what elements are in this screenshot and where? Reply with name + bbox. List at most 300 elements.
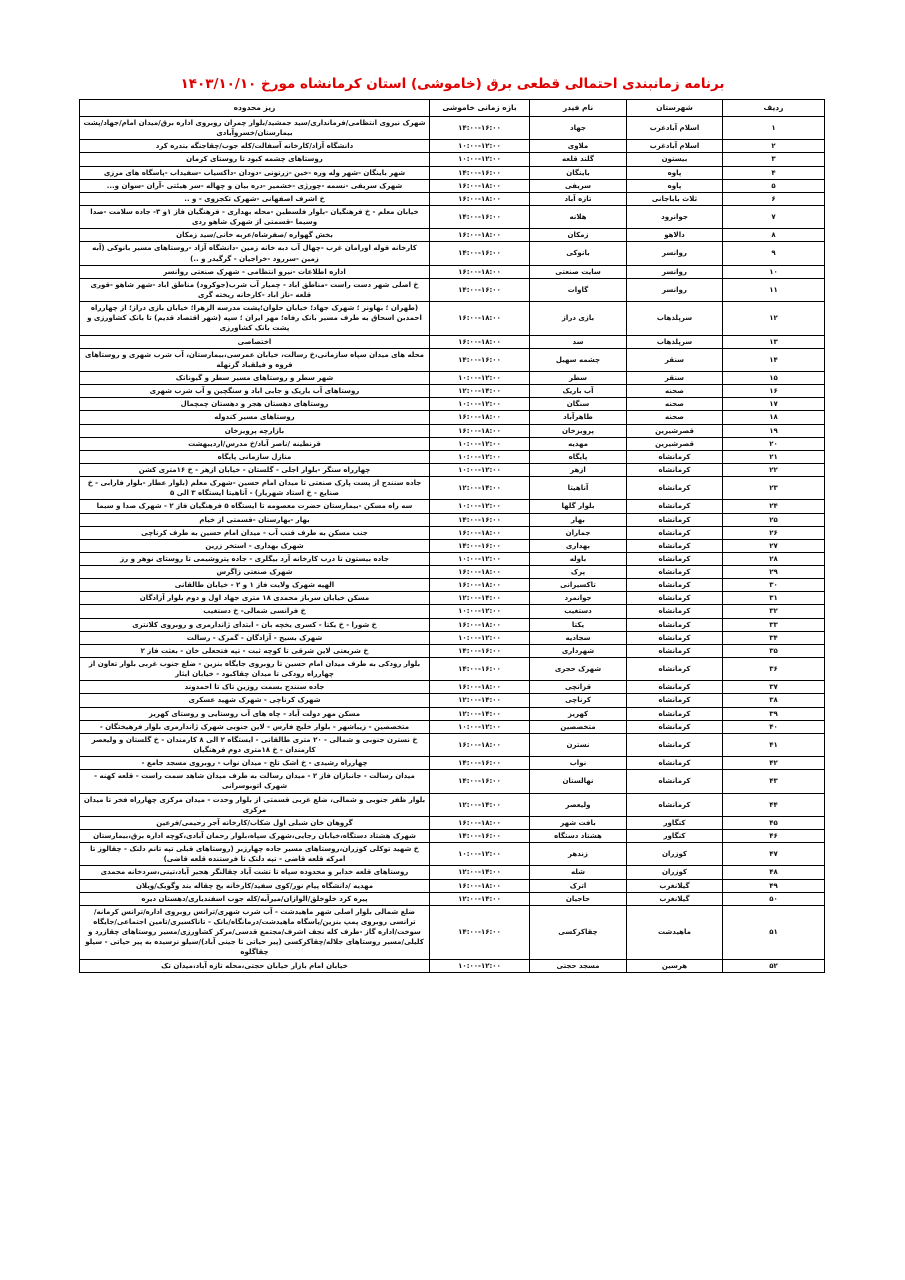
header-row-number: ردیف [723, 100, 825, 117]
table-row [80, 335, 825, 348]
feeder-cell: آناهیتا [530, 477, 627, 500]
area-cell: خ نسترن جنوبی و شمالی - ۲۰ متری طالقانی - ایستگاه ۲ الی ۸ کارمندان - خ گلستان و ولیعصر کارمندان - خ ۱۸متری دوم فرهنگیان [80, 733, 430, 756]
area-cell: مسکن مهر دولت آباد - چاه های آب روستایی و روستای کهریز [80, 707, 430, 720]
feeder-cell: نواب [530, 757, 627, 770]
time-range-cell: ۱۶:۰۰-۱۸:۰۰ [430, 816, 530, 829]
area-cell: پیره کرد خلوخلق/الوازان/میرآبه/کله جوب اسفندیاری/دهستان دیره [80, 892, 430, 905]
table-row [80, 513, 825, 526]
county-cell: کرمانشاه [627, 757, 723, 770]
table-row [80, 450, 825, 463]
page-title: برنامه زمانبندی احتمالی قطعی برق (خاموشی) استان کرمانشاه مورخ ۱۴۰۳/۱۰/۱۰ [180, 76, 725, 92]
table-row [80, 816, 825, 829]
county-cell: کرمانشاه [627, 592, 723, 605]
row-number-cell: ۴۳ [723, 770, 825, 793]
row-number-cell: ۱۰ [723, 265, 825, 278]
time-range-cell: ۱۰:۰۰-۱۲:۰۰ [430, 552, 530, 565]
county-cell: کرمانشاه [627, 463, 723, 476]
feeder-cell: بانوکی [530, 242, 627, 265]
time-range-cell: ۱۶:۰۰-۱۸:۰۰ [430, 179, 530, 192]
header-row [80, 100, 825, 117]
row-number-cell: ۳۲ [723, 605, 825, 618]
area-cell: شهرک نیروی انتظامی/فرمانداری/سید جمشید/بلوار چمران روبروی اداره برق/میدان امام/جهاد/پشت بیمارستان/خسروآبادی [80, 117, 430, 140]
table-row [80, 398, 825, 411]
feeder-cell: هشتاد دستگاه [530, 830, 627, 843]
area-cell: محله های میدان سپاه سازمانی،خ رسالت، خیابان عمرسی،بیمارستان، آب شرب شهری و روستاهای قروه و فیلقباد گزنهله [80, 348, 430, 371]
feeder-cell: پرک [530, 566, 627, 579]
table-row [80, 720, 825, 733]
feeder-cell: جوانمرد [530, 592, 627, 605]
area-cell: روستاهای چشمه کبود تا روستای کرمان [80, 153, 430, 166]
county-cell: صحنه [627, 398, 723, 411]
feeder-cell: بازی دراز [530, 302, 627, 335]
feeder-cell: بهار [530, 513, 627, 526]
time-range-cell: ۱۲:۰۰-۱۴:۰۰ [430, 477, 530, 500]
feeder-cell: بهداری [530, 539, 627, 552]
area-cell: شهرک کرناچی - شهرک شهید عسکری [80, 694, 430, 707]
table-row [80, 959, 825, 972]
time-range-cell: ۱۲:۰۰-۱۴:۰۰ [430, 385, 530, 398]
county-cell: کرمانشاه [627, 500, 723, 513]
feeder-cell: طاهرآباد [530, 411, 627, 424]
area-cell: چهارراه رشیدی - خ اشک تلخ - میدان نواب - روبروی مسجد جامع - [80, 757, 430, 770]
county-cell: پاوه [627, 179, 723, 192]
county-cell: کرمانشاه [627, 658, 723, 681]
table-row [80, 302, 825, 335]
area-cell: جاده سنندج بسمت روزین تاک تا احمدوند [80, 681, 430, 694]
county-cell: ماهیدشت [627, 905, 723, 959]
county-cell: کوزران [627, 843, 723, 866]
table-row [80, 526, 825, 539]
row-number-cell: ۲۹ [723, 566, 825, 579]
feeder-cell: ازهر [530, 463, 627, 476]
table-row [80, 592, 825, 605]
feeder-cell: باوله [530, 552, 627, 565]
feeder-cell: بلوار گلها [530, 500, 627, 513]
time-range-cell: ۱۰:۰۰-۱۲:۰۰ [430, 631, 530, 644]
table-row [80, 371, 825, 384]
area-cell: خ شورا - خ یکتا - کسری یخچه بان - ابتدای ژاندارمری و روبروی کلانتری [80, 618, 430, 631]
row-number-cell: ۳۰ [723, 579, 825, 592]
county-cell: کرمانشاه [627, 579, 723, 592]
area-cell: جاده بیستون تا درب کارخانه آرد بیگلری - جاده پتروشیمی تا روستای نوهر و رز [80, 552, 430, 565]
row-number-cell: ۳ [723, 153, 825, 166]
county-cell: سنقر [627, 371, 723, 384]
time-range-cell: ۱۰:۰۰-۱۲:۰۰ [430, 720, 530, 733]
row-number-cell: ۷ [723, 205, 825, 228]
row-number-cell: ۸ [723, 229, 825, 242]
table-row [80, 566, 825, 579]
time-range-cell: ۱۰:۰۰-۱۲:۰۰ [430, 371, 530, 384]
time-range-cell: ۱۲:۰۰-۱۴:۰۰ [430, 793, 530, 816]
county-cell: کرمانشاه [627, 618, 723, 631]
table-row [80, 229, 825, 242]
time-range-cell: ۱۴:۰۰-۱۶:۰۰ [430, 513, 530, 526]
county-cell: کرمانشاه [627, 694, 723, 707]
table-row [80, 166, 825, 179]
county-cell: کرمانشاه [627, 770, 723, 793]
county-cell: گیلانغرب [627, 892, 723, 905]
feeder-cell: مسجد حجتی [530, 959, 627, 972]
county-cell: کرمانشاه [627, 793, 723, 816]
row-number-cell: ۶ [723, 192, 825, 205]
feeder-cell: پرویزخان [530, 424, 627, 437]
county-cell: کرمانشاه [627, 733, 723, 756]
time-range-cell: ۱۰:۰۰-۱۲:۰۰ [430, 140, 530, 153]
table-row [80, 140, 825, 153]
row-number-cell: ۴۱ [723, 733, 825, 756]
area-cell: کارخانه قوله اورامان غرب -چهال آب دبه خانه زمین -دانشگاه آزاد -روستاهای مسیر بانوکی (آبه زمین -سررود -خراجیان - گرگیدر و ..) [80, 242, 430, 265]
time-range-cell: ۱۲:۰۰-۱۴:۰۰ [430, 592, 530, 605]
area-cell: خ فرانسی شمالی- خ دستغیب [80, 605, 430, 618]
county-cell: جوانرود [627, 205, 723, 228]
feeder-cell: دستغیب [530, 605, 627, 618]
county-cell: کرمانشاه [627, 539, 723, 552]
time-range-cell: ۱۴:۰۰-۱۶:۰۰ [430, 770, 530, 793]
table-row [80, 605, 825, 618]
time-range-cell: ۱۶:۰۰-۱۸:۰۰ [430, 424, 530, 437]
area-cell: اداره اطلاعات -نیرو انتظامی - شهرک صنعتی روانسر [80, 265, 430, 278]
feeder-cell: کرناچی [530, 694, 627, 707]
table-row [80, 905, 825, 959]
row-number-cell: ۵۲ [723, 959, 825, 972]
area-cell: قرنطینه /ناصر آباد/خ مدرس/اردیبهشت [80, 437, 430, 450]
time-range-cell: ۱۴:۰۰-۱۶:۰۰ [430, 830, 530, 843]
county-cell: صحنه [627, 411, 723, 424]
area-cell: روستاهای مسیر کندوله [80, 411, 430, 424]
time-range-cell: ۱۲:۰۰-۱۴:۰۰ [430, 694, 530, 707]
area-cell: الهیه شهرک ولایت فاز ۱ و ۲ - خیابان طالقانی [80, 579, 430, 592]
feeder-cell: شهرک حجری [530, 658, 627, 681]
area-cell: خ شریعتی لاین شرقی تا کوچه ثبت - تپه فتحعلی خان - بعثت فاز ۲ [80, 644, 430, 657]
time-range-cell: ۱۰:۰۰-۱۲:۰۰ [430, 605, 530, 618]
table-row [80, 757, 825, 770]
table-row [80, 892, 825, 905]
feeder-cell: گلند قلعه [530, 153, 627, 166]
area-cell: میدان رسالت - جانبازان فاز ۲ - میدان رسالت به طرف میدان شاهد سمت راست - قلعه کهنه - شهرک اتوبوسرانی [80, 770, 430, 793]
area-cell: شهرک هشتاد دستگاه،خیابان رجایی،شهرک سپاه،بلوار رحمان آبادی،کوچه اداره برق،بیمارستان [80, 830, 430, 843]
area-cell: روستاهای دهستان هجر و دهستان چمچمال [80, 398, 430, 411]
feeder-cell: زندهر [530, 843, 627, 866]
area-cell: شهرک صنعتی زاگرس [80, 566, 430, 579]
county-cell: ثلاث باباجانی [627, 192, 723, 205]
area-cell: خ شهید توکلی کوزران،روستاهای مسیر جاده چهارزبر (روستاهای قبلی تپه تانم دلنک - چقالوز تا امرکه قلعه قاضی - تپه دلنک تا فرستنده قلعه قاضی) [80, 843, 430, 866]
feeder-cell: متخصصین [530, 720, 627, 733]
table-row [80, 681, 825, 694]
table-row [80, 153, 825, 166]
table-row [80, 278, 825, 301]
feeder-cell: سایت صنعتی [530, 265, 627, 278]
row-number-cell: ۴۶ [723, 830, 825, 843]
table-row [80, 793, 825, 816]
county-cell: پاوه [627, 166, 723, 179]
table-body [80, 117, 825, 973]
time-range-cell: ۱۲:۰۰-۱۴:۰۰ [430, 707, 530, 720]
county-cell: کرمانشاه [627, 566, 723, 579]
row-number-cell: ۲۳ [723, 477, 825, 500]
feeder-cell: شله [530, 866, 627, 879]
table-row [80, 707, 825, 720]
area-cell: منازل سازمانی پایگاه [80, 450, 430, 463]
outage-schedule-table [79, 99, 825, 973]
county-cell: کرمانشاه [627, 477, 723, 500]
table-row [80, 579, 825, 592]
county-cell: کرمانشاه [627, 681, 723, 694]
table-row [80, 866, 825, 879]
table-row [80, 830, 825, 843]
county-cell: کرمانشاه [627, 526, 723, 539]
feeder-cell: تازه آباد [530, 192, 627, 205]
area-cell: روستاهای قلعه خدابر و محدوده سپاه تا تشت آباد چقالنگر هجیر آباد،تینی،سردخانه محمدی [80, 866, 430, 879]
row-number-cell: ۲ [723, 140, 825, 153]
time-range-cell: ۱۰:۰۰-۱۲:۰۰ [430, 500, 530, 513]
time-range-cell: ۱۶:۰۰-۱۸:۰۰ [430, 411, 530, 424]
row-number-cell: ۲۱ [723, 450, 825, 463]
area-cell: خیابان امام بازار خیابان حجتی،محله تازه آباد،میدان تک [80, 959, 430, 972]
feeder-cell: تاکسیرانی [530, 579, 627, 592]
feeder-cell: شهرداری [530, 644, 627, 657]
table-row [80, 385, 825, 398]
feeder-cell: باینگان [530, 166, 627, 179]
header-feeder: نام فیدر [530, 100, 627, 117]
feeder-cell: آب باریک [530, 385, 627, 398]
time-range-cell: ۱۴:۰۰-۱۶:۰۰ [430, 539, 530, 552]
feeder-cell: زمکان [530, 229, 627, 242]
row-number-cell: ۴۴ [723, 793, 825, 816]
feeder-cell: قزانچی [530, 681, 627, 694]
row-number-cell: ۲۶ [723, 526, 825, 539]
row-number-cell: ۱۹ [723, 424, 825, 437]
table-row [80, 618, 825, 631]
table-row [80, 539, 825, 552]
time-range-cell: ۱۶:۰۰-۱۸:۰۰ [430, 681, 530, 694]
area-cell: شهر باینگان -شهر وله وره -خین -زرتونی -دودان -داکسیاب -سفیداب -پاسگاه های مرزی [80, 166, 430, 179]
area-cell: خ اصلی شهر دست راست -مناطق اباد - چمیار آب شرب(جوکرود) مناطق اباد -شهر شاهو -قوری قلعه -ناز اباد -کارخانه ریخته گری [80, 278, 430, 301]
feeder-cell: هلانه [530, 205, 627, 228]
area-cell: بلوار رودکی به طرف میدان امام حسین تا روبروی جایگاه بنزین - ضلع جنوب غربی بلوار تعاون از چهارراه رودکی تا میدان چقاکبود - خیابان ایثار [80, 658, 430, 681]
county-cell: قصرشیرین [627, 437, 723, 450]
county-cell: قصرشیرین [627, 424, 723, 437]
row-number-cell: ۳۴ [723, 631, 825, 644]
area-cell: مسکن خیابان سرباز محمدی ۱۸ متری جهاد اول و دوم بلوار آزادگان [80, 592, 430, 605]
county-cell: کوزران [627, 866, 723, 879]
county-cell: روانسر [627, 242, 723, 265]
area-cell: شهرک سریفی -نسمه -چورژی -خشمیر -دره بیان و چهاله -سر هیئتی -آران -سوان و... [80, 179, 430, 192]
county-cell: سرپلذهاب [627, 335, 723, 348]
area-cell: شهرک بسیج - آزادگان - گمرک - رسالت [80, 631, 430, 644]
area-cell: جاده سنندج از پست پارک صنعتی تا میدان امام حسین -شهرک معلم (بلوار عطار -بلوار فارابی - خ صنایع - خ استاد شهریار) - آناهیتا ایستگاه ۳ الی ۵ [80, 477, 430, 500]
area-cell: (طهران ؛ بهاونر ؛ شهرک جهاد؛ خیابان حلوان؛پشت مدرسه الزهرا؛ خیابان بازی دراز؛ از چهارراه احمدبن اسحاق به طرف مسیر بانک رفاه؛ مهر ایران ؛ سپه (شهر اقتصاد قدیم) تا بانک کشاورزی و پشت بانک کشاورزی [80, 302, 430, 335]
feeder-cell: سد [530, 335, 627, 348]
table-row [80, 477, 825, 500]
table-row [80, 843, 825, 866]
table-row [80, 265, 825, 278]
time-range-cell: ۱۶:۰۰-۱۸:۰۰ [430, 879, 530, 892]
county-cell: کرمانشاه [627, 513, 723, 526]
feeder-cell: چشمه سهیل [530, 348, 627, 371]
feeder-cell: سریفی [530, 179, 627, 192]
table-row [80, 424, 825, 437]
county-cell: کنگاور [627, 816, 723, 829]
row-number-cell: ۲۰ [723, 437, 825, 450]
area-cell: ضلع شمالی بلوار اصلی شهر ماهیدشت - آب شرب شهری/ترانس روبروی اداره/ترانس کرمانه/ترانسی روبروی پمپ بنزین/پاسگاه ماهیدشت/درمانگاه/بانک - تاناکسیری/تامین اجتماعی/جایگاه سوخت/اداره گاز -طرف کله نجف اشرف/مجتمع قدسی/مرکز کشاورزی/مسیر روستاهای چقازرد و کلیلی/مسیر روستاهای جلاله/چقاکرکسی (پیر حیاتی تا جینی آباد)/سیلو نرسیده به پیر حیاتی - سیلو چقاگلوه [80, 905, 430, 959]
county-cell: هرسین [627, 959, 723, 972]
time-range-cell: ۱۴:۰۰-۱۶:۰۰ [430, 278, 530, 301]
time-range-cell: ۱۴:۰۰-۱۶:۰۰ [430, 205, 530, 228]
row-number-cell: ۵۰ [723, 892, 825, 905]
table-row [80, 733, 825, 756]
feeder-cell: ولیعصر [530, 793, 627, 816]
area-cell: گروهان خان شبلی اول شکاب/کارخانه آجر رحیمی/فرعین [80, 816, 430, 829]
time-range-cell: ۱۴:۰۰-۱۶:۰۰ [430, 658, 530, 681]
county-cell: صحنه [627, 385, 723, 398]
time-range-cell: ۱۰:۰۰-۱۲:۰۰ [430, 398, 530, 411]
row-number-cell: ۵ [723, 179, 825, 192]
feeder-cell: پایگاه [530, 450, 627, 463]
row-number-cell: ۴۰ [723, 720, 825, 733]
area-cell: مهدیه /دانشگاه پیام نور/کوی سفید/کارخانه یخ چقاله بند وگویک/ویلان [80, 879, 430, 892]
time-range-cell: ۱۶:۰۰-۱۸:۰۰ [430, 335, 530, 348]
county-cell: بیستون [627, 153, 723, 166]
feeder-cell: اترک [530, 879, 627, 892]
row-number-cell: ۱۴ [723, 348, 825, 371]
table-row [80, 500, 825, 513]
feeder-cell: کهریز [530, 707, 627, 720]
table-row [80, 411, 825, 424]
time-range-cell: ۱۴:۰۰-۱۶:۰۰ [430, 348, 530, 371]
feeder-cell: بافت شهر [530, 816, 627, 829]
time-range-cell: ۱۴:۰۰-۱۶:۰۰ [430, 242, 530, 265]
row-number-cell: ۴۸ [723, 866, 825, 879]
time-range-cell: ۱۴:۰۰-۱۶:۰۰ [430, 644, 530, 657]
row-number-cell: ۴ [723, 166, 825, 179]
time-range-cell: ۱۶:۰۰-۱۸:۰۰ [430, 229, 530, 242]
county-cell: دالاهو [627, 229, 723, 242]
table-row [80, 437, 825, 450]
time-range-cell: ۱۶:۰۰-۱۸:۰۰ [430, 733, 530, 756]
time-range-cell: ۱۶:۰۰-۱۸:۰۰ [430, 265, 530, 278]
row-number-cell: ۴۲ [723, 757, 825, 770]
row-number-cell: ۳۷ [723, 681, 825, 694]
row-number-cell: ۴۷ [723, 843, 825, 866]
table-row [80, 631, 825, 644]
row-number-cell: ۴۹ [723, 879, 825, 892]
table-row [80, 179, 825, 192]
row-number-cell: ۱ [723, 117, 825, 140]
table-row [80, 242, 825, 265]
county-cell: کرمانشاه [627, 707, 723, 720]
row-number-cell: ۱۸ [723, 411, 825, 424]
row-number-cell: ۳۵ [723, 644, 825, 657]
time-range-cell: ۱۶:۰۰-۱۸:۰۰ [430, 566, 530, 579]
row-number-cell: ۳۶ [723, 658, 825, 681]
time-range-cell: ۱۶:۰۰-۱۸:۰۰ [430, 618, 530, 631]
time-range-cell: ۱۴:۰۰-۱۶:۰۰ [430, 166, 530, 179]
feeder-cell: مهدیه [530, 437, 627, 450]
county-cell: کرمانشاه [627, 631, 723, 644]
area-cell: بازارچه پرویزخان [80, 424, 430, 437]
county-cell: کنگاور [627, 830, 723, 843]
row-number-cell: ۵۱ [723, 905, 825, 959]
table-row [80, 117, 825, 140]
table-row [80, 205, 825, 228]
area-cell: شهر سطر و روستاهای مسیر سطر و گیوناتک [80, 371, 430, 384]
county-cell: گیلانغرب [627, 879, 723, 892]
county-cell: کرمانشاه [627, 605, 723, 618]
table-row [80, 644, 825, 657]
row-number-cell: ۲۷ [723, 539, 825, 552]
row-number-cell: ۴۵ [723, 816, 825, 829]
county-cell: کرمانشاه [627, 552, 723, 565]
feeder-cell: یکتا [530, 618, 627, 631]
feeder-cell: سنگان [530, 398, 627, 411]
area-cell: بلوار ظفر جنوبی و شمالی، ضلع غربی قسمتی از بلوار وحدت - میدان مرکزی چهارراه فخر تا میدان مرکزی [80, 793, 430, 816]
county-cell: کرمانشاه [627, 644, 723, 657]
row-number-cell: ۳۱ [723, 592, 825, 605]
county-cell: روانسر [627, 278, 723, 301]
area-cell: خ اشرف اصفهانی -شهرک تکجزوی - و .. [80, 192, 430, 205]
county-cell: سرپلذهاب [627, 302, 723, 335]
table-row [80, 348, 825, 371]
feeder-cell: گاوات [530, 278, 627, 301]
area-cell: دانشگاه آزاد/کارخانه آسفالت/کله جوب/چقاجنگه بندره کرد [80, 140, 430, 153]
row-number-cell: ۱۶ [723, 385, 825, 398]
row-number-cell: ۳۳ [723, 618, 825, 631]
area-cell: چهارراه سنگر -بلوار اجلی - گلستان - خیابان ازهر - خ ۱۶متری کشن [80, 463, 430, 476]
row-number-cell: ۱۷ [723, 398, 825, 411]
time-range-cell: ۱۶:۰۰-۱۸:۰۰ [430, 526, 530, 539]
row-number-cell: ۲۸ [723, 552, 825, 565]
time-range-cell: ۱۶:۰۰-۱۸:۰۰ [430, 192, 530, 205]
feeder-cell: نسترن [530, 733, 627, 756]
time-range-cell: ۱۰:۰۰-۱۲:۰۰ [430, 463, 530, 476]
feeder-cell: سجادیه [530, 631, 627, 644]
row-number-cell: ۲۴ [723, 500, 825, 513]
time-range-cell: ۱۰:۰۰-۱۲:۰۰ [430, 153, 530, 166]
area-cell: متخصصین - زیباشهر - بلوار خلیج فارس - لاین جنوبی شهرک ژاندارمری بلوار فرهیختگان - [80, 720, 430, 733]
time-range-cell: ۱۰:۰۰-۱۲:۰۰ [430, 450, 530, 463]
row-number-cell: ۳۹ [723, 707, 825, 720]
county-cell: روانسر [627, 265, 723, 278]
area-cell: شهرک بهداری - استخر زرین [80, 539, 430, 552]
row-number-cell: ۲۵ [723, 513, 825, 526]
table-row [80, 463, 825, 476]
area-cell: جنب مسکن به طرف قنب آب - میدان امام حسین به طرف کرناچی [80, 526, 430, 539]
row-number-cell: ۱۱ [723, 278, 825, 301]
county-cell: کرمانشاه [627, 720, 723, 733]
time-range-cell: ۱۰:۰۰-۱۲:۰۰ [430, 959, 530, 972]
time-range-cell: ۱۰:۰۰-۱۲:۰۰ [430, 843, 530, 866]
table-row [80, 658, 825, 681]
time-range-cell: ۱۶:۰۰-۱۸:۰۰ [430, 579, 530, 592]
table-row [80, 192, 825, 205]
row-number-cell: ۱۲ [723, 302, 825, 335]
time-range-cell: ۱۲:۰۰-۱۴:۰۰ [430, 866, 530, 879]
county-cell: سنقر [627, 348, 723, 371]
time-range-cell: ۱۰:۰۰-۱۲:۰۰ [430, 437, 530, 450]
header-area: ریز محدوده [80, 100, 430, 117]
time-range-cell: ۱۴:۰۰-۱۶:۰۰ [430, 757, 530, 770]
feeder-cell: سطر [530, 371, 627, 384]
feeder-cell: چقاکرکسی [530, 905, 627, 959]
area-cell: خیابان معلم - خ فرهنگیان -بلوار فلسطین -محله بهداری - فرهنگیان فاز ۱و ۳- جاده سلامت -صدا وسیما -قسمتی از شهرک شاهو ردی [80, 205, 430, 228]
county-cell: اسلام آبادغرب [627, 140, 723, 153]
time-range-cell: ۱۲:۰۰-۱۴:۰۰ [430, 892, 530, 905]
county-cell: کرمانشاه [627, 450, 723, 463]
row-number-cell: ۳۸ [723, 694, 825, 707]
feeder-cell: جماران [530, 526, 627, 539]
area-cell: سه راه مسکن -بیمارستان حضرت معصومه تا ایستگاه ۵ فرهنگیان فاز ۲ - شهرک صدا و سیما [80, 500, 430, 513]
table-row [80, 770, 825, 793]
